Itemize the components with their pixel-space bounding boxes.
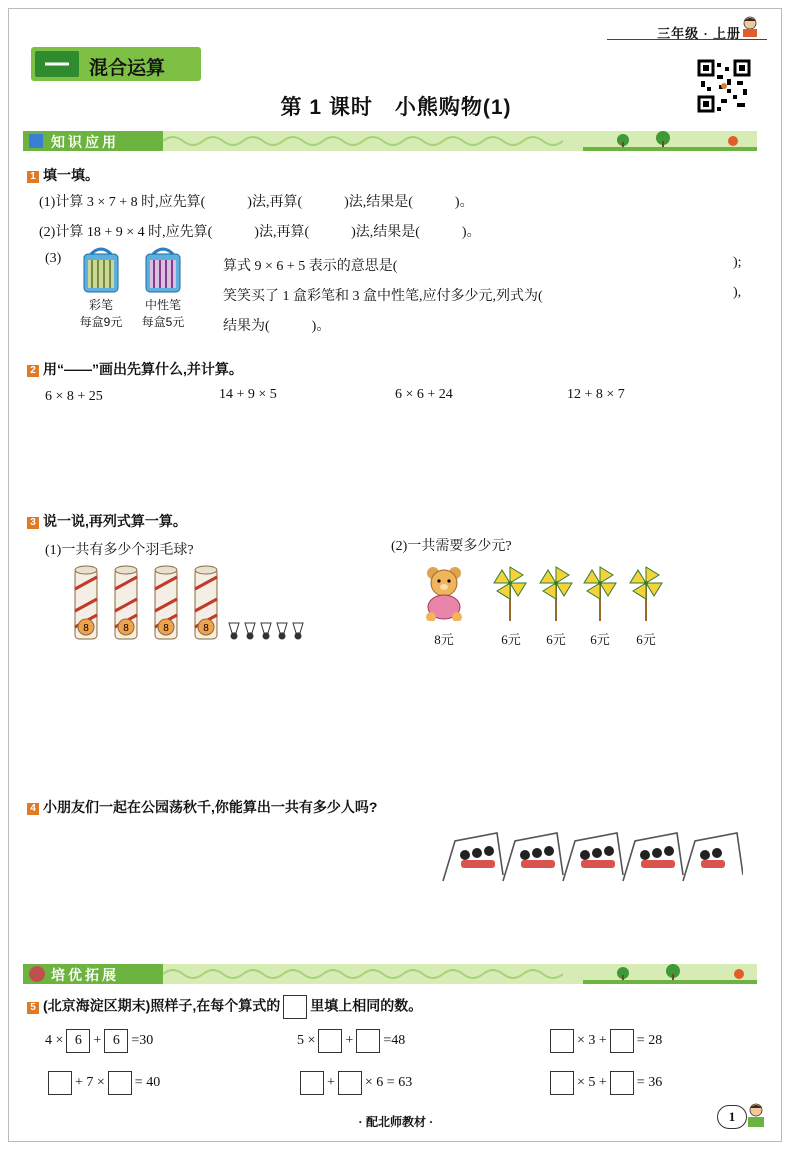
section-label-extend: 培优拓展 — [51, 967, 119, 983]
shuttlecock-tube-icon — [193, 565, 219, 643]
unit-title: 混合运算 — [89, 58, 166, 79]
q2-expression: 12 + 8 × 7 — [567, 387, 625, 402]
section-label-apply: 知识应用 — [51, 134, 119, 150]
pinwheel-price: 6元 — [546, 632, 566, 647]
q5-expression-6 — [547, 1071, 662, 1095]
q2-expression: 14 + 9 × 5 — [219, 387, 277, 402]
q1-3-line-a-end: ); — [733, 255, 742, 270]
expr-text: + — [345, 1033, 354, 1049]
expr-text: =30 — [131, 1033, 154, 1049]
q1-line-3-label: (3) — [45, 251, 62, 266]
reading-kid-icon — [745, 1101, 767, 1129]
q5-title-part-b: 里填上相同的数。 — [310, 997, 423, 1014]
shuttlecock-tube-icon — [153, 565, 179, 643]
answer-box[interactable] — [338, 1071, 362, 1095]
answer-box[interactable] — [300, 1071, 324, 1095]
loose-shuttlecocks-icon — [227, 619, 311, 641]
q1-3-line-c: 结果为( )。 — [223, 319, 331, 334]
answer-box[interactable] — [610, 1071, 634, 1095]
pinwheel-icon — [583, 565, 617, 621]
expr-text: = 36 — [636, 1075, 663, 1091]
expr-text: + — [93, 1033, 102, 1049]
expr-text: 5 × — [297, 1033, 316, 1049]
blank-box-icon — [283, 995, 307, 1019]
q1-3-line-b: 笑笑买了 1 盒彩笔和 3 盒中性笔,应付多少元,列式为( — [223, 289, 543, 304]
pinwheel-icon — [493, 565, 527, 621]
expr-text: × 3 + — [577, 1033, 607, 1049]
q1-title — [27, 165, 99, 185]
q1-3-line-b-end: ), — [733, 285, 742, 300]
answer-box[interactable] — [108, 1071, 132, 1095]
grade-label: 三年级 · 上册 — [657, 26, 741, 41]
teddy-bear-icon — [421, 565, 467, 621]
publisher-footer: · 配北师教材 · — [358, 1115, 434, 1129]
expr-text: = 28 — [636, 1033, 663, 1049]
expr-text: × 5 + — [577, 1075, 607, 1091]
expr-text: + 7 × — [75, 1075, 105, 1091]
tube-count-label: 8 — [83, 623, 89, 634]
q5-expression-4 — [45, 1071, 160, 1095]
shuttlecock-tube-icon — [113, 565, 139, 643]
gel-pen-name: 中性笔 — [144, 298, 181, 312]
q1-line-2: (2)计算 18 + 9 × 4 时,应先算( )法,再算( )法,结果是( )。 — [39, 225, 481, 240]
q4-title-text: 小朋友们一起在公园荡秋千,你能算出一共有多少人吗? — [43, 799, 378, 815]
color-pen-caption — [73, 297, 129, 331]
q3-part-1: (1)一共有多少个羽毛球? — [45, 543, 194, 558]
q3-part-2: (2)一共需要多少元? — [391, 539, 512, 554]
qr-code[interactable] — [697, 59, 751, 113]
q5-title-part-a: (北京海淀区期末)照样子,在每个算式的 — [43, 997, 281, 1014]
swings-illustration — [439, 825, 743, 883]
gel-pen-box-icon — [143, 246, 183, 294]
q2-number: 2 — [27, 365, 39, 377]
header-rule — [607, 39, 767, 40]
expr-text: 4 × — [45, 1033, 64, 1049]
answer-box[interactable] — [550, 1071, 574, 1095]
q4-number: 4 — [27, 803, 39, 815]
tube-count-label: 8 — [123, 623, 129, 634]
answer-box[interactable] — [48, 1071, 72, 1095]
pinwheel-icon — [629, 565, 663, 621]
q5-expression-2 — [297, 1029, 405, 1053]
bear-price: 8元 — [434, 632, 454, 647]
pinwheel-icon — [539, 565, 573, 621]
q3-number: 3 — [27, 517, 39, 529]
q2-expression: 6 × 8 + 25 — [45, 389, 103, 404]
answer-box: 6 — [66, 1029, 90, 1053]
gel-pen-caption — [135, 297, 191, 331]
color-pen-name: 彩笔 — [88, 298, 113, 312]
q5-number: 5 — [27, 1002, 39, 1014]
pinwheel-price: 6元 — [590, 632, 610, 647]
answer-box[interactable] — [356, 1029, 380, 1053]
gel-pen-price: 每盒5元 — [141, 315, 185, 329]
expr-text: =48 — [383, 1033, 406, 1049]
q3-title-text: 说一说,再列式算一算。 — [43, 513, 187, 529]
q1-line-1: (1)计算 3 × 7 + 8 时,应先算( )法,再算( )法,结果是( )。 — [39, 195, 474, 210]
q3-title — [27, 511, 187, 531]
q5-expression-5 — [297, 1071, 412, 1095]
color-pen-price: 每盒9元 — [79, 315, 123, 329]
pinwheel-price: 6元 — [636, 632, 656, 647]
worksheet-page — [8, 8, 782, 1142]
q2-expression: 6 × 6 + 24 — [395, 387, 453, 402]
section-banner-apply — [23, 128, 757, 154]
tube-count-label: 8 — [203, 623, 209, 634]
color-pen-box-icon — [81, 246, 121, 294]
q2-title-text: 用“——”画出先算什么,并计算。 — [43, 361, 243, 377]
page-number: 1 — [717, 1105, 747, 1129]
answer-box[interactable] — [318, 1029, 342, 1053]
expr-text: × 6 = 63 — [364, 1075, 413, 1091]
q5-expression-3 — [547, 1029, 662, 1053]
pinwheel-price: 6元 — [501, 632, 521, 647]
expr-text: + — [327, 1075, 335, 1091]
answer-box[interactable] — [610, 1029, 634, 1053]
q1-number: 1 — [27, 171, 39, 183]
q1-3-line-a: 算式 9 × 6 + 5 表示的意思是( — [223, 259, 398, 274]
answer-box[interactable] — [550, 1029, 574, 1053]
answer-box: 6 — [104, 1029, 128, 1053]
shuttlecock-tube-icon — [73, 565, 99, 643]
section-banner-extend — [23, 961, 757, 987]
q5-example — [45, 1029, 153, 1053]
q2-title — [27, 359, 243, 379]
lesson-title: 第 1 课时 小熊购物(1) — [280, 96, 512, 119]
q5-title — [27, 995, 422, 1019]
q4-title — [27, 797, 377, 817]
q1-title-text: 填一填。 — [43, 167, 99, 183]
tube-count-label: 8 — [163, 623, 169, 634]
expr-text: = 40 — [134, 1075, 161, 1091]
reading-kid-icon — [739, 15, 761, 39]
